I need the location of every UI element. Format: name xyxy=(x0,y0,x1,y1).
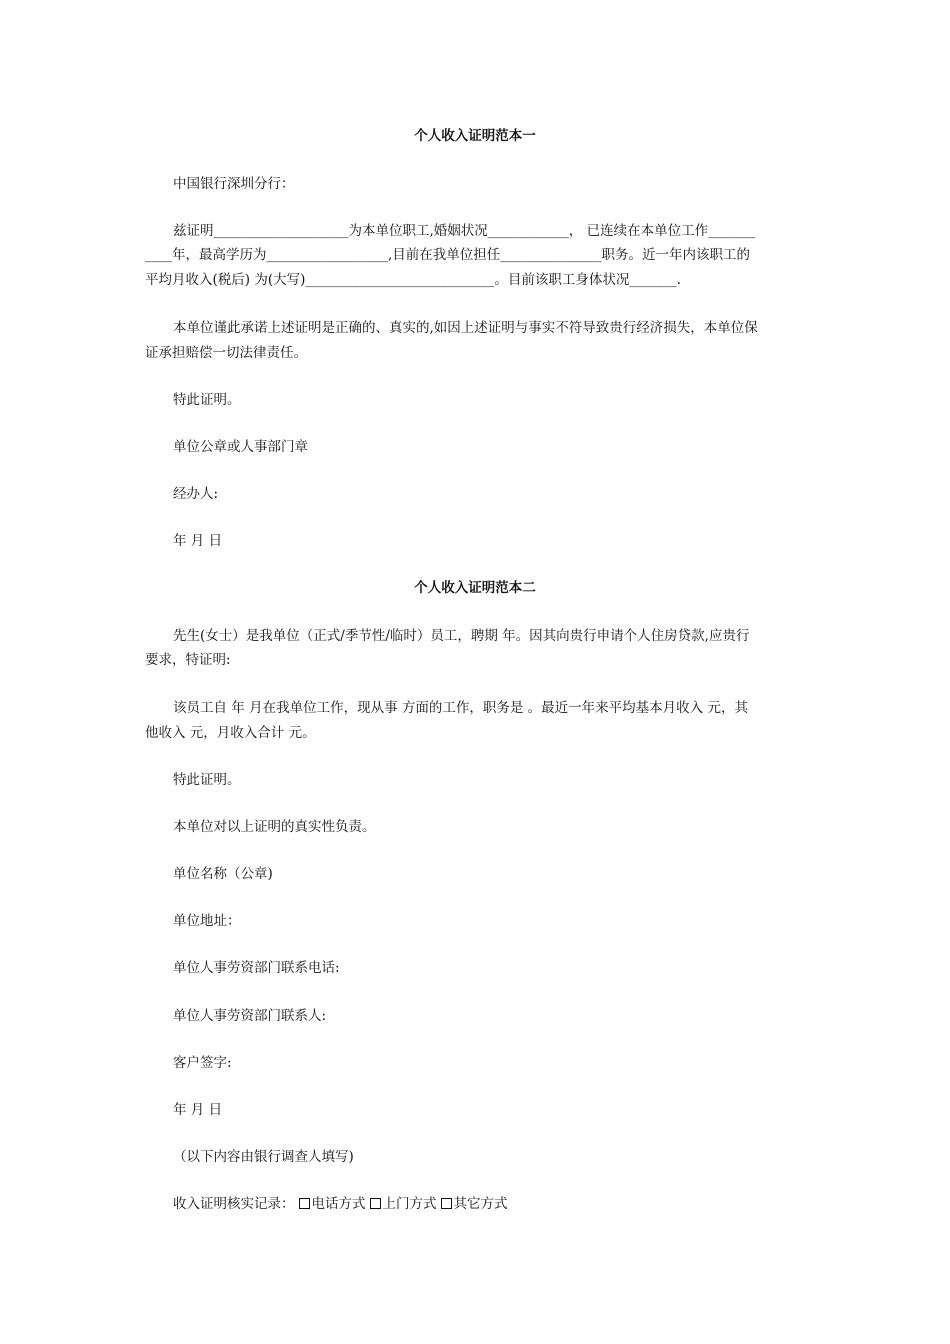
blank-education: __________________ xyxy=(266,247,388,263)
blank-name: ____________________ xyxy=(213,223,349,239)
doc1-special: 特此证明。 xyxy=(173,392,241,408)
doc2-title: 个人收入证明范本二 xyxy=(414,580,536,596)
checkbox-other[interactable] xyxy=(441,1198,452,1209)
text: 为本单位职工,婚姻状况 xyxy=(348,223,488,239)
doc1-addressee: 中国银行深圳分行： xyxy=(173,176,295,192)
doc2-bank-note: （以下内容由银行调查人填写) xyxy=(173,1149,354,1165)
doc2-special: 特此证明。 xyxy=(173,772,241,788)
verify-option-visit: 上门方式 xyxy=(382,1196,437,1212)
doc1-para1-line1 xyxy=(173,225,755,239)
text: ,目前在我单位担任 xyxy=(388,247,501,263)
blank-marital: ____________ xyxy=(487,223,569,239)
doc2-para1-line2: 要求，特证明: xyxy=(145,652,231,668)
doc2-date: 年 月 日 xyxy=(173,1102,223,1118)
doc2-unit-name: 单位名称（公章) xyxy=(173,866,273,882)
doc1-date: 年 月 日 xyxy=(173,533,223,549)
doc2-verify-record xyxy=(173,1198,508,1212)
text: 平均月收入(税后) 为(大写) xyxy=(145,272,306,288)
doc2-para2-line1: 该员工自 年 月在我单位工作，现从事 方面的工作，职务是 。最近一年来平均基本月收入 元，其 xyxy=(173,700,748,716)
blank-years-cont: ____ xyxy=(145,247,172,263)
blank-income: ____________________________ xyxy=(305,272,495,288)
text: 年，最高学历为 xyxy=(172,247,267,263)
doc1-para1-line2 xyxy=(145,249,750,263)
blank-years: _______ xyxy=(708,223,756,239)
blank-position: _______________ xyxy=(500,247,602,263)
doc1-para1-line3 xyxy=(145,274,681,288)
verify-option-phone: 电话方式 xyxy=(311,1196,366,1212)
checkbox-visit[interactable] xyxy=(370,1198,381,1209)
doc2-unit-address: 单位地址： xyxy=(173,913,241,929)
verify-option-other: 其它方式 xyxy=(453,1196,508,1212)
text: 职务。近一年内该职工的 xyxy=(601,247,751,263)
doc1-para2-line1: 本单位谨此承诺上述证明是正确的、真实的,如因上述证明与事实不符导致贵行经济损失，本单位保 xyxy=(173,320,758,336)
doc2-responsible: 本单位对以上证明的真实性负责。 xyxy=(173,819,376,835)
doc1-title: 个人收入证明范本一 xyxy=(414,128,536,144)
checkbox-phone[interactable] xyxy=(299,1198,310,1209)
doc2-hr-phone: 单位人事劳资部门联系电话: xyxy=(173,960,340,976)
doc1-para2-line2: 证承担赔偿一切法律责任。 xyxy=(145,345,307,361)
text: 兹证明 xyxy=(173,223,214,239)
doc1-handler: 经办人: xyxy=(173,486,219,502)
doc2-customer-sign: 客户签字: xyxy=(173,1055,232,1071)
verify-label: 收入证明核实记录： xyxy=(173,1196,295,1212)
text: 。目前该职工身体状况 xyxy=(494,272,630,288)
blank-health: _______ xyxy=(629,272,677,288)
text: ， 已连续在本单位工作 xyxy=(568,223,709,239)
text: . xyxy=(676,272,681,288)
doc1-seal: 单位公章或人事部门章 xyxy=(173,439,308,455)
doc2-hr-contact: 单位人事劳资部门联系人: xyxy=(173,1008,327,1024)
doc2-para1-line1: 先生(女士）是我单位（正式/季节性/临时）员工，聘期 年。因其向贵行申请个人住房贷款,应贵行 xyxy=(173,628,750,644)
doc2-para2-line2: 他收入 元，月收入合计 元。 xyxy=(145,725,316,741)
